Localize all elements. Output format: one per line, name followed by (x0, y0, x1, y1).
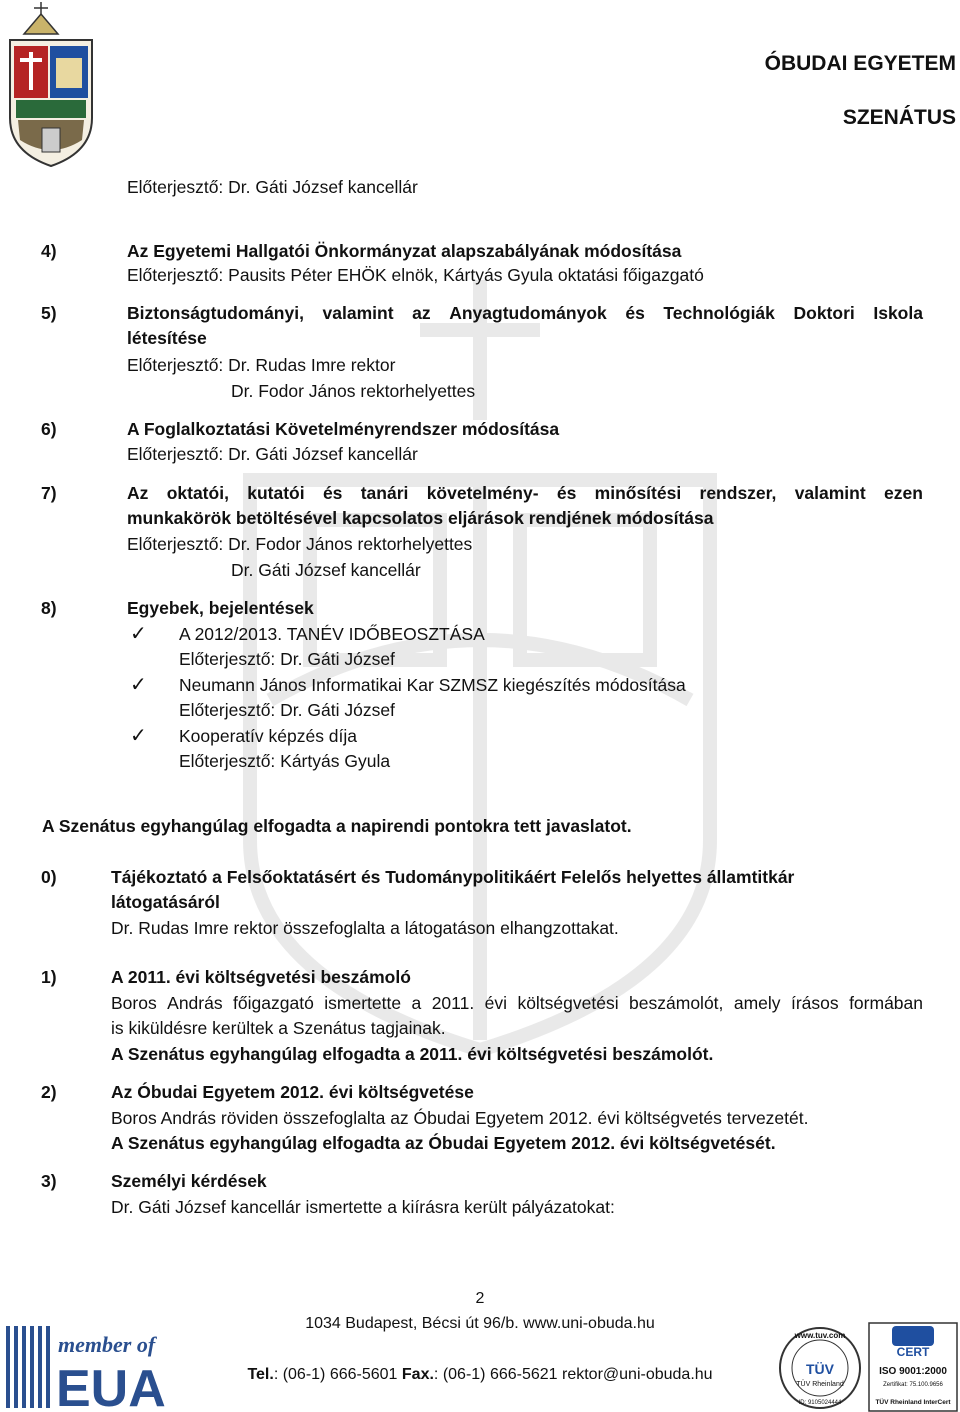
agenda-item-title: Az Egyetemi Hallgatói Önkormányzat alapszabályának módosítása (127, 241, 682, 261)
point-title: Az Óbudai Egyetem 2012. évi költségvetése (111, 1082, 474, 1102)
sub-item: Neumann János Informatikai Kar SZMSZ kiegészítés módosítása (179, 675, 686, 695)
word: Az (127, 483, 149, 503)
footer-address: 1034 Budapest, Bécsi út 96/b. www.uni-obuda.hu (305, 1315, 655, 1332)
presenter-line: Előterjesztő: Pausits Péter EHÖK elnök, Kártyás Gyula oktatási főigazgató (127, 265, 704, 285)
item-number: 5) (41, 303, 57, 323)
eua-name: EUA (56, 1360, 166, 1412)
word: és (625, 303, 645, 323)
agenda-item-title-cont: munkakörök betöltésével kapcsolatos eljárások rendjének módosítása (127, 508, 714, 528)
intercert-label: TÜV Rheinland InterCert (875, 1399, 951, 1406)
tuv-web: www.tuv.com (794, 1331, 846, 1340)
word: Anyagtudományok (449, 303, 607, 323)
presenter-line: Dr. Gáti József kancellár (231, 560, 421, 580)
item-number: 8) (41, 598, 57, 618)
word: András (167, 993, 223, 1013)
point-text (111, 992, 923, 1014)
checkmark-icon: ✓ (130, 674, 147, 696)
word: Technológiák (663, 303, 775, 323)
point-decision: A Szenátus egyhangúlag elfogadta az Óbudai Egyetem 2012. évi költségvetését. (111, 1133, 776, 1153)
page-number: 2 (475, 1290, 485, 1307)
word: a (411, 993, 422, 1013)
point-decision: A Szenátus egyhangúlag elfogadta a 2011. évi költségvetési beszámolót. (111, 1044, 714, 1064)
word: követelmény- (426, 483, 539, 503)
point-number: 3) (41, 1171, 57, 1191)
agenda-item-title (127, 482, 923, 504)
word: valamint (794, 483, 866, 503)
presenter-line: Előterjesztő: Dr. Gáti József kancellár (127, 444, 418, 464)
point-title: A 2011. évi költségvetési beszámoló (111, 967, 411, 987)
point-text: Dr. Rudas Imre rektor összefoglalta a látogatáson elhangzottakat. (111, 918, 619, 938)
word: beszámolót, (629, 993, 724, 1013)
word: írásos (790, 993, 839, 1013)
word: költségvetési (517, 993, 619, 1013)
tel-number: : (06-1) 666-5601 (273, 1366, 398, 1383)
word: formában (849, 993, 923, 1013)
word: amely (733, 993, 781, 1013)
agenda-item-title-cont: létesítése (127, 328, 207, 348)
word: minősítési (594, 483, 682, 503)
word: és (556, 483, 577, 503)
tuv-seal-logo (778, 1322, 862, 1412)
point-text: Dr. Gáti József kancellár ismertette a kiírásra került pályázatokat: (111, 1197, 615, 1217)
tuv-id: ID: 9105024444 (798, 1400, 842, 1406)
checkmark-icon: ✓ (130, 623, 147, 645)
cert-number: Zertifikat: 75.100.9656 (883, 1382, 943, 1388)
point-title: Tájékoztató a Felsőoktatásért és Tudománypolitikáért Felelős helyettes államtitkár (111, 867, 795, 887)
word: tanári (360, 483, 409, 503)
word: kutatói (247, 483, 305, 503)
word: Iskola (873, 303, 923, 323)
item-number: 7) (41, 483, 57, 503)
word: rendszer, (699, 483, 777, 503)
point-number: 1) (41, 967, 57, 987)
agenda-item-title: A Foglalkoztatási Követelményrendszer módosítása (127, 419, 560, 439)
agenda-item-title (127, 302, 923, 324)
presenter-line: Előterjesztő: Dr. Gáti József (179, 700, 395, 720)
iso-label: ISO 9001:2000 (879, 1366, 947, 1377)
tel-label: Tel. (247, 1366, 274, 1383)
point-text: Boros András röviden összefoglalta az Óbudai Egyetem 2012. évi költségvetés tervezetét. (111, 1108, 809, 1128)
presenter-line: Dr. Fodor János rektorhelyettes (231, 381, 476, 401)
point-number: 2) (41, 1082, 57, 1102)
point-text-cont: is kiküldésre kerültek a Szenátus tagjainak. (111, 1018, 446, 1038)
checkmark-icon: ✓ (130, 725, 147, 747)
presenter-line: Előterjesztő: Dr. Gáti József (179, 649, 395, 669)
senate-title: SZENÁTUS (842, 106, 956, 129)
presenter-line: Előterjesztő: Kártyás Gyula (179, 751, 391, 771)
word: főigazgató (233, 993, 314, 1013)
decision-statement: A Szenátus egyhangúlag elfogadta a napirendi pontokra tett javaslatot. (42, 816, 632, 836)
tuv-cert-logo (868, 1322, 958, 1412)
presenter-line: Előterjesztő: Dr. Fodor János rektorhelyettes (127, 534, 473, 554)
word: oktatói, (166, 483, 229, 503)
eua-member-logo (0, 1322, 180, 1412)
word: valamint (322, 303, 394, 323)
word: és (322, 483, 343, 503)
word: Doktori (793, 303, 855, 323)
sub-item: Kooperatív képzés díja (179, 726, 358, 746)
presenter-line: Előterjesztő: Dr. Gáti József kancellár (127, 177, 418, 197)
tuv-rheinland: TÜV Rheinland (796, 1381, 844, 1388)
word: az (412, 303, 431, 323)
word: ismertette (324, 993, 402, 1013)
point-title: Személyi kérdések (111, 1171, 267, 1191)
word: Biztonságtudományi, (127, 303, 304, 323)
item-number: 6) (41, 419, 57, 439)
presenter-line: Előterjesztő: Dr. Rudas Imre rektor (127, 355, 396, 375)
word: ezen (884, 483, 923, 503)
fax-number: : (06-1) 666-5621 rektor@uni-obuda.hu (433, 1366, 713, 1383)
word: 2011. (431, 993, 475, 1013)
tuv-brand: TÜV (806, 1361, 834, 1377)
sub-item: A 2012/2013. TANÉV IDŐBEOSZTÁSA (179, 624, 485, 644)
agenda-item-title: Egyebek, bejelentések (127, 598, 314, 618)
point-number: 0) (41, 867, 57, 887)
item-number: 4) (41, 241, 57, 261)
word: Boros (111, 993, 157, 1013)
tuv-cert-label: CERT (896, 1345, 930, 1359)
university-name: ÓBUDAI EGYETEM (764, 52, 956, 75)
point-title-cont: látogatásáról (111, 892, 220, 912)
eua-member-text: member of (58, 1332, 156, 1357)
fax-label: Fax. (401, 1366, 434, 1383)
university-crest-logo (4, 0, 96, 170)
word: évi (484, 993, 507, 1013)
